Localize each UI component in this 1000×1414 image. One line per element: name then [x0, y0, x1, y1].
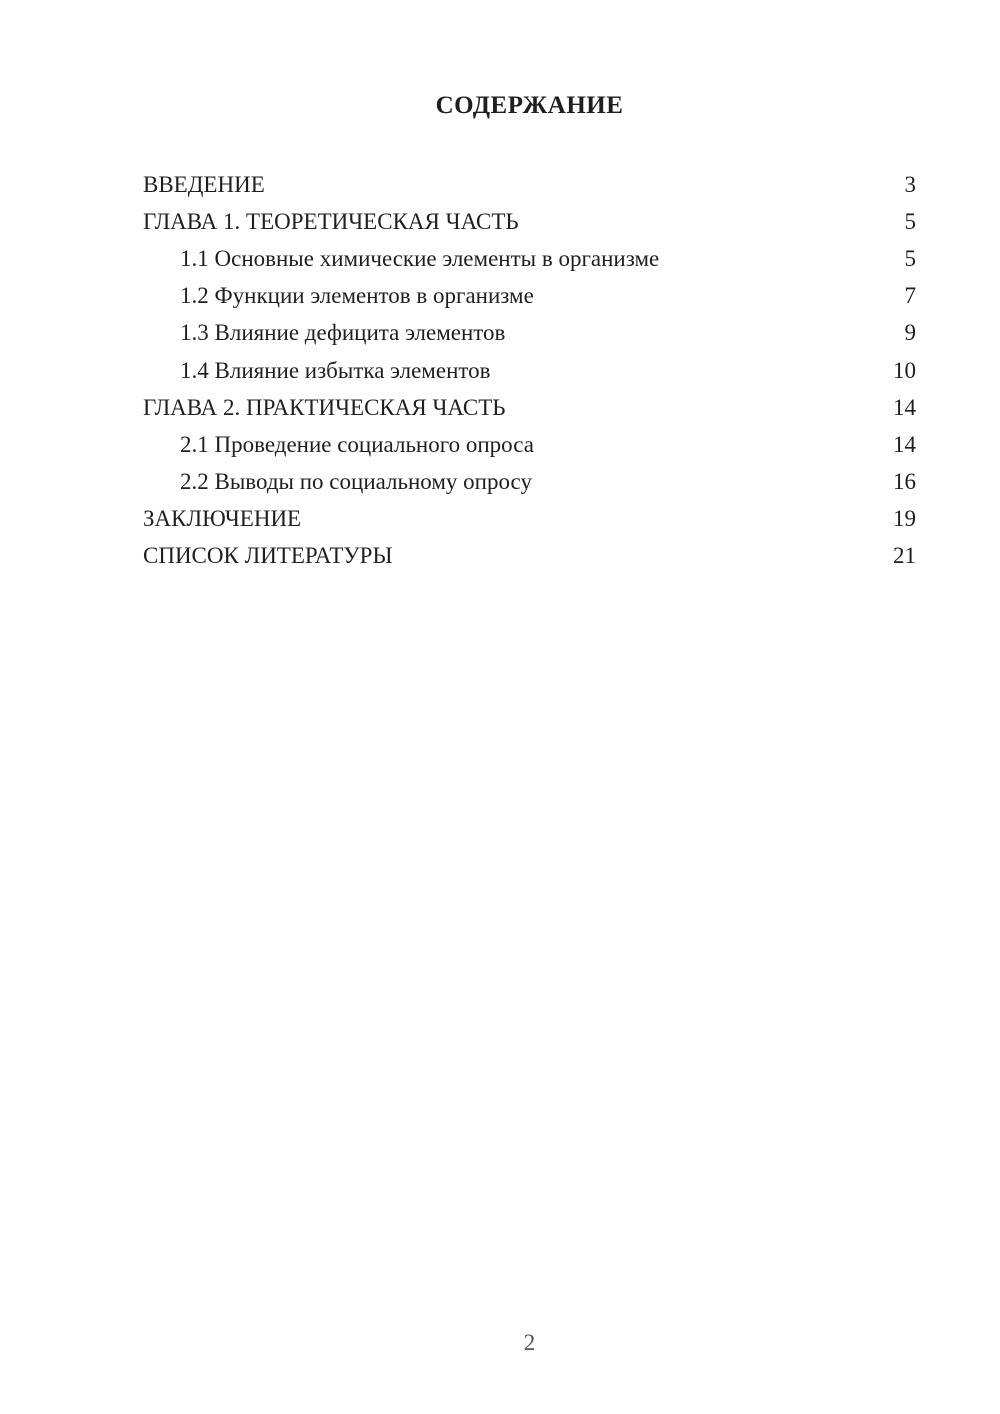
page-title: СОДЕРЖАНИЕ	[435, 92, 624, 119]
toc-entry-label: 1.4 Влияние избытка элементов	[180, 357, 491, 383]
toc-entry-label: 1.2 Функции элементов в организме	[180, 283, 534, 309]
toc-entry	[143, 501, 916, 538]
toc-entry-label: ГЛАВА 2. ПРАКТИЧЕСКАЯ ЧАСТЬ	[143, 394, 506, 420]
toc-entry-page: 5	[904, 208, 916, 234]
toc-entry-page: 3	[904, 171, 916, 197]
toc-entry-label: 1.1 Основные химические элементы в организме	[180, 245, 660, 271]
toc-entry-label: ГЛАВА 1. ТЕОРЕТИЧЕСКАЯ ЧАСТЬ	[143, 208, 519, 234]
toc-entry-page: 14	[893, 394, 916, 420]
toc-entry-page: 19	[893, 506, 916, 532]
toc-entry-label: 1.3 Влияние дефицита элементов	[180, 320, 506, 346]
table-of-contents	[143, 166, 916, 575]
toc-entry	[143, 464, 916, 501]
toc-entry	[143, 240, 916, 277]
toc-entry	[143, 203, 916, 240]
toc-entry-page: 14	[893, 431, 916, 457]
toc-entry-page: 21	[893, 543, 916, 569]
toc-entry-page: 10	[893, 357, 916, 383]
toc-entry-label: ЗАКЛЮЧЕНИЕ	[143, 506, 302, 532]
toc-entry	[143, 166, 916, 203]
page-number: 2	[523, 1330, 536, 1355]
toc-entry	[143, 426, 916, 463]
toc-entry	[143, 538, 916, 575]
toc-entry	[143, 352, 916, 389]
toc-entry-page: 9	[904, 320, 916, 346]
toc-entry-label: ВВЕДЕНИЕ	[143, 171, 265, 197]
toc-entry-label: 2.2 Выводы по социальному опросу	[180, 469, 532, 495]
toc-entry	[143, 278, 916, 315]
toc-entry-page: 7	[904, 283, 916, 309]
toc-entry-label: СПИСОК ЛИТЕРАТУРЫ	[143, 543, 393, 569]
toc-entry	[143, 315, 916, 352]
toc-entry-page: 5	[904, 245, 916, 271]
toc-entry-label: 2.1 Проведение социального опроса	[180, 431, 534, 457]
toc-entry-page: 16	[893, 469, 916, 495]
toc-entry	[143, 389, 916, 426]
